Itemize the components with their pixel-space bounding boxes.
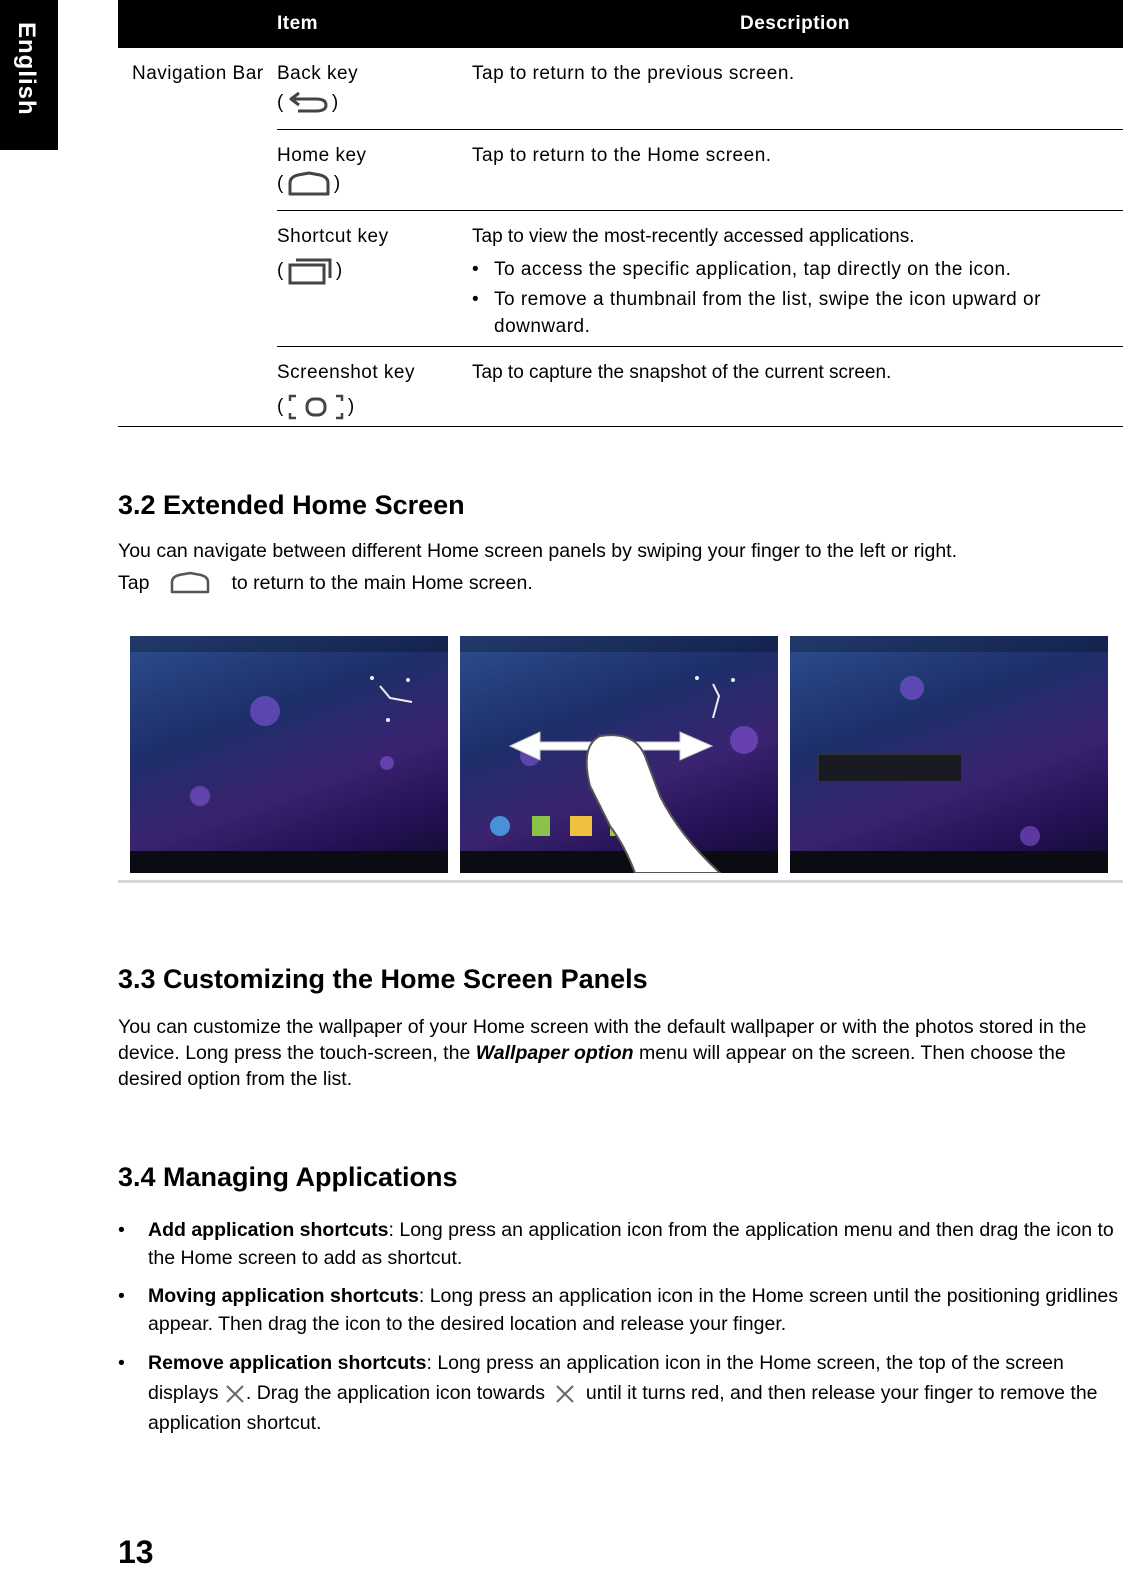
wallpaper-text-b: menu will appear on the screen. Then choose the desired option from the list. <box>118 1042 1066 1090</box>
remove-x-icon <box>554 1383 576 1405</box>
desc-cell: Tap to return to the previous screen. <box>472 63 795 84</box>
key-label: Home key <box>277 144 367 166</box>
navigation-bar <box>130 851 448 873</box>
header-spacer <box>118 0 277 48</box>
key-label: Shortcut key <box>277 225 389 247</box>
home-icon <box>167 571 213 595</box>
key-label: Screenshot key <box>277 361 415 383</box>
swipe-arrows-icon <box>460 636 778 873</box>
header-item: Item <box>277 0 472 48</box>
list-item-text: . Drag the application icon towards <box>245 1382 551 1404</box>
desc-cell <box>472 210 1123 346</box>
power-control-widget <box>818 754 962 782</box>
list-item-text: : Long press an application icon in the Home screen until the positioning gridlines appear. Then drag the icon to the desired location and release your finger. <box>148 1285 1119 1335</box>
category-navigation-bar: Navigation Bar <box>118 48 277 426</box>
key-cell: Shortcut key ( ) <box>277 210 472 346</box>
tap-line <box>118 570 1123 596</box>
desc-cell: Tap to capture the snapshot of the current screen. <box>472 346 1123 426</box>
list-item: • To access the specific application, tap directly on the icon. <box>472 256 1123 283</box>
desc-cell: Tap to return to the Home screen. <box>472 129 1123 210</box>
home-panel-left <box>130 636 448 873</box>
home-screen-panels-illustration <box>118 612 1123 890</box>
wallpaper-bubble <box>250 696 280 726</box>
home-icon <box>286 171 332 197</box>
page-number: 13 <box>118 1534 154 1570</box>
wallpaper-bubble <box>1020 826 1040 846</box>
list-item <box>118 1348 1123 1438</box>
key-cell: Home key ( ) <box>277 129 472 210</box>
illustration-baseline <box>118 880 1123 883</box>
wallpaper-bubble <box>190 786 210 806</box>
home-panel-right <box>790 636 1108 873</box>
shortcut-description: Tap to view the most-recently accessed applications. <box>472 225 915 247</box>
key-cell: Back key ( ) <box>277 48 472 129</box>
table-row <box>118 48 1123 129</box>
list-item-title: Add application shortcuts <box>148 1219 389 1241</box>
managing-applications-list <box>118 1216 1123 1448</box>
section-3-2-paragraph <box>118 538 1123 596</box>
navigation-bar <box>790 851 1108 873</box>
table-header <box>118 0 1123 48</box>
status-bar <box>790 636 1108 652</box>
wallpaper-option-emphasis: Wallpaper option <box>475 1042 634 1064</box>
status-bar <box>130 636 448 652</box>
section-3-3-paragraph <box>118 1014 1123 1092</box>
clock-widget-icon <box>360 666 420 726</box>
list-item: • To remove a thumbnail from the list, swipe the icon upward or downward. <box>472 286 1123 340</box>
remove-x-icon <box>224 1383 246 1405</box>
section-heading-3-4: 3.4 Managing Applications <box>118 1162 458 1192</box>
back-arrow-icon <box>286 89 330 115</box>
list-item-text: : Long press an application icon in the Home screen, the top of the screen displays <box>148 1352 1064 1404</box>
tap-rest: to return to the main Home screen. <box>231 572 533 594</box>
wallpaper-text-a: You can customize the wallpaper of your Home screen with the default wallpaper or with the photos stored in the device. Long press the touch-screen, the <box>118 1016 1087 1064</box>
screenshot-icon <box>286 393 346 421</box>
list-item-title: Remove application shortcuts <box>148 1352 427 1374</box>
section-heading-3-2: 3.2 Extended Home Screen <box>118 490 465 520</box>
shortcut-bullets <box>472 256 1123 340</box>
key-cell: Screenshot key ( ) <box>277 346 472 426</box>
key-label: Back key <box>277 63 359 84</box>
list-item-title: Moving application shortcuts <box>148 1285 419 1307</box>
list-item-text: until it turns red, and then release your finger to remove the application shortcut. <box>148 1382 1098 1434</box>
wallpaper-bubble <box>380 756 394 770</box>
language-tab <box>0 0 58 150</box>
navigation-keys-table <box>118 0 1123 427</box>
header-description: Description <box>472 0 1123 48</box>
tap-word: Tap <box>118 572 150 594</box>
list-item <box>118 1282 1123 1338</box>
language-label: English <box>13 22 40 116</box>
wallpaper-bubble <box>900 676 924 700</box>
recent-apps-icon <box>286 256 334 286</box>
list-item-text: : Long press an application icon from the application menu and then drag the icon to the Home screen to add as shortcut. <box>148 1219 1114 1269</box>
home-panel-center <box>460 636 778 873</box>
list-item <box>118 1216 1123 1272</box>
section-heading-3-3: 3.3 Customizing the Home Screen Panels <box>118 964 648 994</box>
section-3-2-line1: You can navigate between different Home screen panels by swiping your finger to the left or right. <box>118 540 958 562</box>
